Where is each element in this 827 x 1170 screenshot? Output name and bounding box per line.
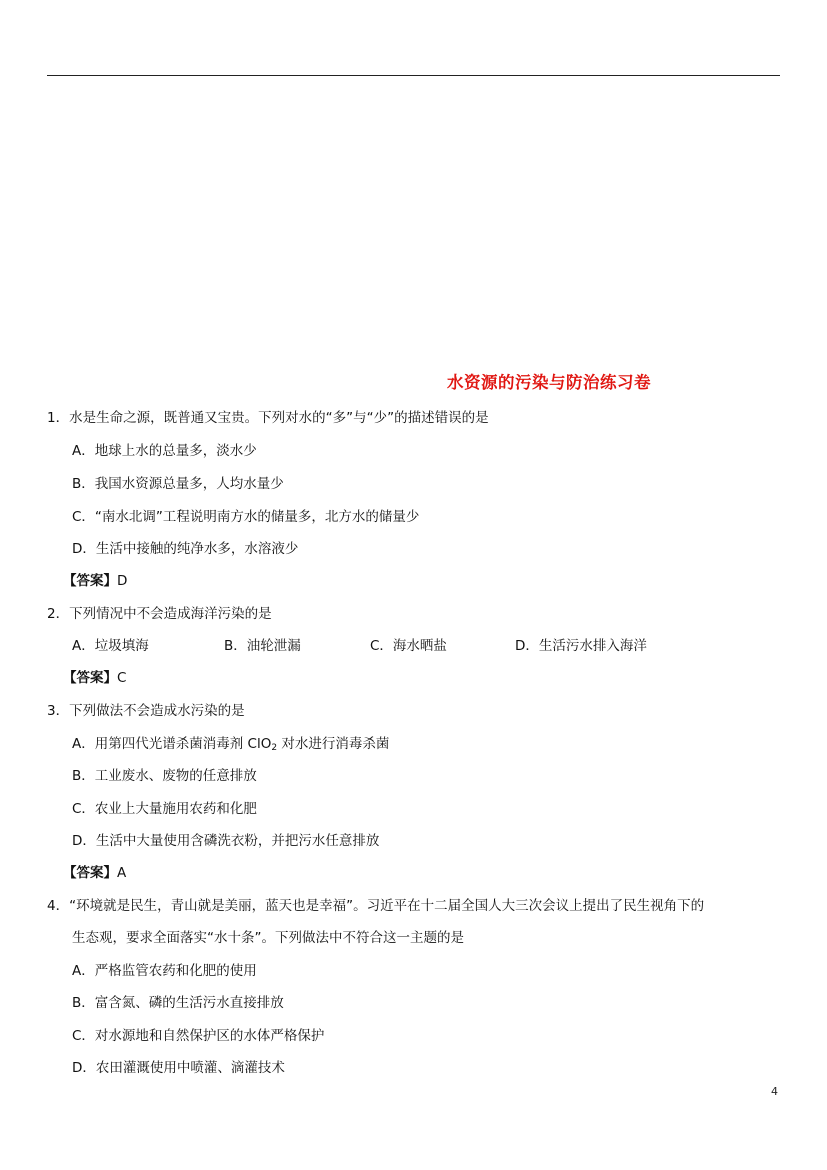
question-2-option-a: A．垃圾填海 <box>72 638 149 654</box>
answer-label: 【答案】 <box>63 670 117 686</box>
question-1-option-d: D．生活中接触的纯净水多，水溶液少 <box>72 541 299 557</box>
question-3-option-b: B．工业废水、废物的任意排放 <box>72 768 257 784</box>
question-4-stem-line-1: 4．“环境就是民生，青山就是美丽，蓝天也是幸福”。习近平在十二届全国人大三次会议上提出了民生视角下的 <box>47 898 705 914</box>
question-2-answer <box>63 668 126 688</box>
question-2-option-c: C．海水晒盐 <box>370 638 447 654</box>
option-a-text-post: 对水进行消毒杀菌 <box>277 736 390 752</box>
question-3-stem: 3．下列做法不会造成水污染的是 <box>47 703 245 719</box>
question-3-option-c: C．农业上大量施用农药和化肥 <box>72 801 257 817</box>
question-3-answer <box>63 863 126 883</box>
question-1-option-b: B．我国水资源总量多，人均水量少 <box>72 476 284 492</box>
question-2-stem: 2．下列情况中不会造成海洋污染的是 <box>47 606 272 622</box>
answer-label: 【答案】 <box>63 865 117 881</box>
question-1-option-a: A．地球上水的总量多，淡水少 <box>72 443 257 459</box>
subscript-2: 2 <box>271 743 278 753</box>
option-a-text-pre: A．用第四代光谱杀菌消毒剂 ClO <box>72 736 272 752</box>
page-number: 4 <box>771 1085 778 1098</box>
question-2-option-d: D．生活污水排入海洋 <box>515 638 647 654</box>
question-1-answer <box>63 571 127 591</box>
question-4-stem-line-2: 生态观，要求全面落实“水十条”。下列做法中不符合这一主题的是 <box>72 930 464 946</box>
question-1-stem: 1．水是生命之源，既普通又宝贵。下列对水的“多”与“少”的描述错误的是 <box>47 410 489 426</box>
question-4-option-d: D．农田灌溉使用中喷灌、滴灌技术 <box>72 1060 285 1076</box>
answer-value: A <box>117 865 127 881</box>
answer-value: C <box>117 670 127 686</box>
answer-label: 【答案】 <box>63 573 117 589</box>
question-4-option-c: C．对水源地和自然保护区的水体严格保护 <box>72 1028 325 1044</box>
question-3-option-a <box>72 734 389 758</box>
question-4-option-a: A．严格监管农药和化肥的使用 <box>72 963 257 979</box>
answer-value: D <box>117 573 128 589</box>
question-1-option-c: C．“南水北调”工程说明南方水的储量多，北方水的储量少 <box>72 509 420 525</box>
header-rule <box>47 75 780 76</box>
question-2-option-b: B．油轮泄漏 <box>224 638 301 654</box>
document-title: 水资源的污染与防治练习卷 <box>447 373 651 392</box>
question-4-option-b: B．富含氮、磷的生活污水直接排放 <box>72 995 284 1011</box>
question-3-option-d: D．生活中大量使用含磷洗衣粉，并把污水任意排放 <box>72 833 380 849</box>
